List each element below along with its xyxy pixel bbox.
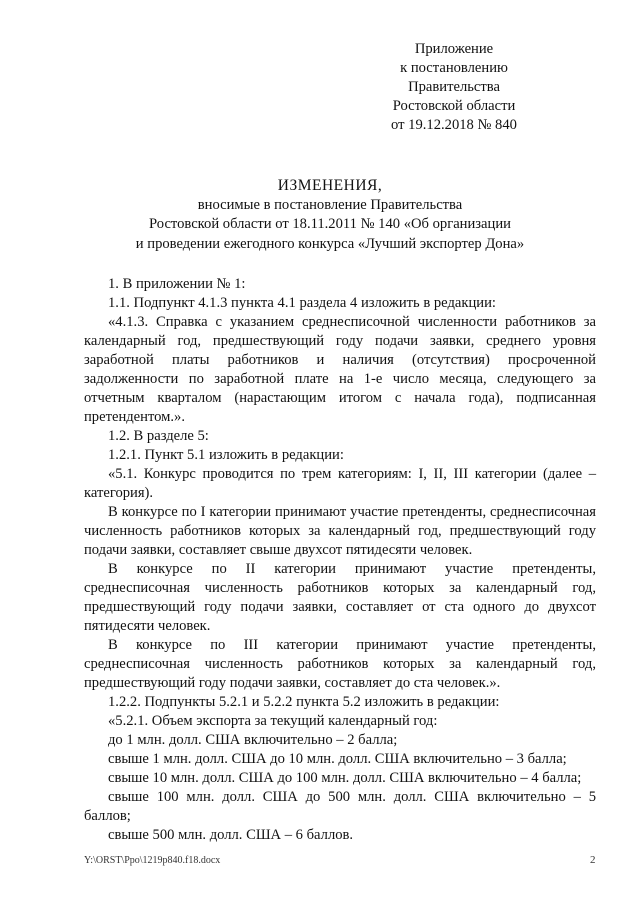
paragraph: В конкурсе по III категории принимают участие претенденты, среднесписочная численность работников которых за календарный год, предшествующий году подачи заявки, составляет до ста человек.». bbox=[84, 637, 596, 691]
paragraph: 1.2.1. Пункт 5.1 изложить в редакции: bbox=[108, 447, 344, 463]
paragraph: 1.2. В разделе 5: bbox=[108, 428, 209, 444]
title-line: Ростовской области от 18.11.2011 № 140 «Об организации bbox=[149, 216, 511, 232]
paragraph: свыше 1 млн. долл. США до 10 млн. долл. США включительно – 3 балла; bbox=[108, 751, 567, 767]
appendix-line: Правительства bbox=[408, 79, 500, 95]
paragraph: свыше 500 млн. долл. США – 6 баллов. bbox=[108, 827, 354, 843]
footer-file-path: Y:\ORST\Ppo\1219p840.f18.docx bbox=[84, 855, 221, 866]
appendix-line: Ростовской области bbox=[392, 98, 516, 114]
title-line: вносимые в постановление Правительства bbox=[197, 196, 463, 213]
paragraph: до 1 млн. долл. США включительно – 2 балла; bbox=[108, 732, 398, 748]
paragraph: «5.1. Конкурс проводится по трем категориям: I, II, III категории (далее – категория). bbox=[84, 466, 596, 501]
appendix-line: от 19.12.2018 № 840 bbox=[391, 117, 517, 133]
page-number: 2 bbox=[590, 854, 596, 866]
paragraph: «5.2.1. Объем экспорта за текущий календарный год: bbox=[108, 713, 438, 729]
paragraph: В конкурсе по I категории принимают участие претенденты, среднесписочная численность работников которых за календарный год, предшествующий году подачи заявки, составляет свыше двухсот пятидесяти человек. bbox=[84, 504, 596, 558]
paragraph: «4.1.3. Справка с указанием среднесписочной численности работников за календарный год, предшествующий году подачи заявки, среднего уровня заработной платы работников и наличия (отсутствия) просроченной задолженности по заработной плате на 1-е число месяца, следующего за отчетным кварталом (нарастающим итогом с начала года), подписанная претендентом.». bbox=[84, 314, 596, 425]
appendix-line: Приложение bbox=[414, 41, 494, 57]
paragraph: 1.2.2. Подпункты 5.2.1 и 5.2.2 пункта 5.2 изложить в редакции: bbox=[108, 694, 500, 710]
paragraph: В конкурсе по II категории принимают участие претенденты, среднесписочная численность работников которых за календарный год, предшествующий году подачи заявки, составляет от ста одного до двухсот пятидесяти человек. bbox=[84, 561, 596, 634]
paragraph: 1.1. Подпункт 4.1.3 пункта 4.1 раздела 4 изложить в редакции: bbox=[108, 295, 496, 311]
paragraph: свыше 100 млн. долл. США до 500 млн. долл. США включительно – 5 баллов; bbox=[84, 789, 596, 824]
paragraph: свыше 10 млн. долл. США до 100 млн. долл. США включительно – 4 балла; bbox=[108, 770, 582, 786]
title-line: и проведении ежегодного конкурса «Лучший экспортер Дона» bbox=[135, 235, 525, 252]
document-title bbox=[80, 176, 580, 254]
appendix-line: к постановлению bbox=[400, 60, 508, 76]
document-body bbox=[84, 275, 596, 845]
appendix-header bbox=[344, 40, 564, 135]
title-heading: ИЗМЕНЕНИЯ, bbox=[277, 177, 383, 194]
paragraph: 1. В приложении № 1: bbox=[108, 276, 246, 292]
